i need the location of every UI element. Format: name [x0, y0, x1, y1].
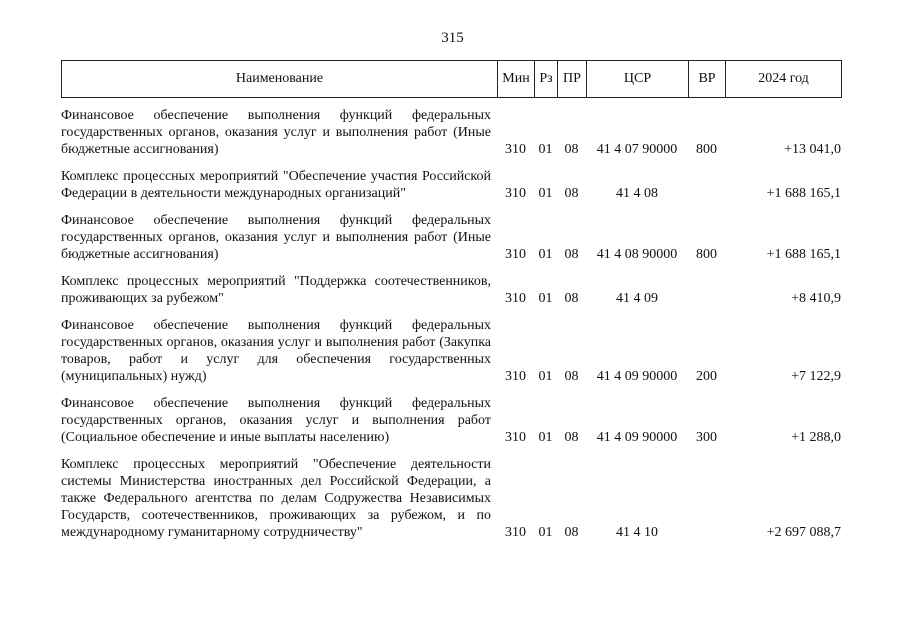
header-name: Наименование [62, 61, 498, 98]
header-vr: ВР [689, 61, 726, 98]
row-csr: 41 4 09 90000 [596, 369, 678, 384]
row-vr: 200 [696, 369, 717, 384]
row-name: Финансовое обеспечение выполнения функций федеральных государственных органов, оказания услуг и выполнения работ (Иные бюджетные ассигнования) [61, 213, 491, 262]
row-vr [688, 456, 725, 551]
row-pr: 08 [564, 186, 579, 201]
row-vr: 800 [696, 142, 717, 157]
row-csr: 41 4 08 [616, 186, 658, 201]
row-vr [688, 273, 725, 317]
row-pr: 08 [564, 247, 579, 262]
row-rz: 01 [538, 291, 553, 306]
row-amount: +2 697 088,7 [766, 525, 841, 540]
row-min: 310 [505, 142, 526, 157]
row-amount: +1 688 165,1 [766, 186, 841, 201]
header-rz: Рз [535, 61, 558, 98]
row-min: 310 [505, 430, 526, 445]
table-header [61, 60, 842, 98]
row-rz: 01 [538, 247, 553, 262]
header-year: 2024 год [726, 61, 842, 98]
row-pr: 08 [564, 430, 579, 445]
row-csr: 41 4 07 90000 [596, 142, 678, 157]
row-pr: 08 [564, 291, 579, 306]
row-csr: 41 4 09 90000 [596, 430, 678, 445]
table-row [61, 456, 841, 551]
row-name: Финансовое обеспечение выполнения функций федеральных государственных органов, оказания услуг и выполнения работ (Иные бюджетные ассигнования) [61, 108, 491, 157]
row-min: 310 [505, 247, 526, 262]
header-csr: ЦСР [587, 61, 689, 98]
table-row [61, 168, 841, 212]
row-rz: 01 [538, 369, 553, 384]
row-amount: +8 410,9 [791, 291, 841, 306]
row-rz: 01 [538, 142, 553, 157]
row-min: 310 [505, 369, 526, 384]
row-csr: 41 4 08 90000 [596, 247, 678, 262]
table-row [61, 395, 841, 456]
row-csr: 41 4 10 [616, 525, 658, 540]
table-row [61, 273, 841, 317]
budget-table [61, 107, 841, 551]
row-vr: 800 [696, 247, 717, 262]
row-rz: 01 [538, 525, 553, 540]
row-amount: +13 041,0 [784, 142, 841, 157]
row-name: Комплекс процессных мероприятий "Обеспечение деятельности системы Министерства иностранных дел Российской Федерации, а также Федерального агентства по делам Содружества Независимых Государств, соотечественников, проживающих за рубежом, и по международному гуманитарному сотрудничеству" [61, 457, 491, 540]
header-min: Мин [498, 61, 535, 98]
table-row [61, 212, 841, 273]
row-name: Комплекс процессных мероприятий "Поддержка соотечественников, проживающих за рубежом" [61, 274, 491, 306]
row-name: Финансовое обеспечение выполнения функций федеральных государственных органов, оказания услуг и выполнения работ (Закупка товаров, работ и услуг для обеспечения государственных (муниципальных) нужд) [61, 318, 491, 384]
table-row [61, 107, 841, 168]
row-amount: +1 288,0 [791, 430, 841, 445]
row-vr: 300 [696, 430, 717, 445]
row-min: 310 [505, 186, 526, 201]
page-number: 315 [441, 30, 464, 46]
row-rz: 01 [538, 186, 553, 201]
table-row [61, 317, 841, 395]
row-vr [688, 168, 725, 212]
row-csr: 41 4 09 [616, 291, 658, 306]
row-name: Финансовое обеспечение выполнения функций федеральных государственных органов, оказания услуг и выполнения работ (Социальное обеспечение и иные выплаты населению) [61, 396, 491, 445]
row-amount: +7 122,9 [791, 369, 841, 384]
row-pr: 08 [564, 525, 579, 540]
row-rz: 01 [538, 430, 553, 445]
row-pr: 08 [564, 142, 579, 157]
row-min: 310 [505, 525, 526, 540]
row-min: 310 [505, 291, 526, 306]
row-name: Комплекс процессных мероприятий "Обеспечение участия Российской Федерации в деятельности международных организаций" [61, 169, 491, 201]
row-pr: 08 [564, 369, 579, 384]
header-pr: ПР [558, 61, 587, 98]
row-amount: +1 688 165,1 [766, 247, 841, 262]
